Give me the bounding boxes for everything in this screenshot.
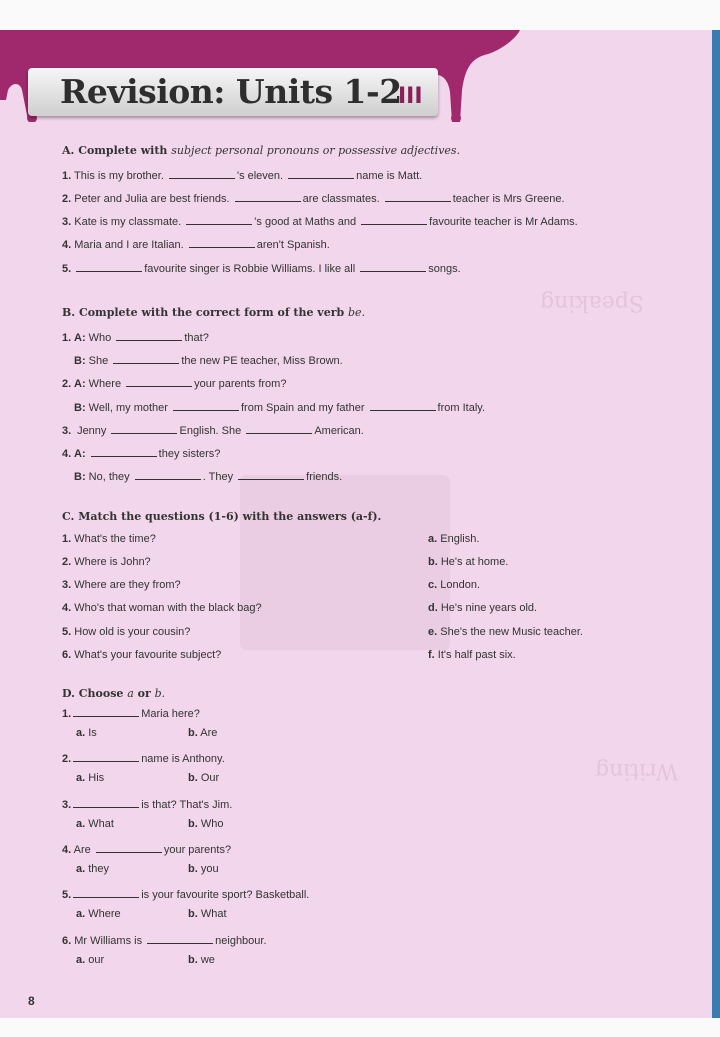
answer-text: English.	[440, 533, 480, 545]
speaker-label: B:	[74, 402, 86, 414]
choice-question	[62, 797, 232, 811]
item-number: 1.	[62, 332, 72, 344]
section-b-item	[62, 469, 342, 483]
item-text: name is Matt.	[356, 170, 423, 182]
item-number: 3.	[62, 425, 72, 437]
option-letter: b.	[188, 727, 198, 739]
item-text: name is Anthony.	[141, 753, 225, 765]
item-text: aren't Spanish.	[256, 239, 330, 251]
item-text: is that? That's Jim.	[141, 799, 233, 811]
speaker-label: A:	[74, 332, 86, 344]
answer-item	[428, 579, 480, 591]
answer-blank[interactable]	[169, 168, 235, 179]
answer-blank[interactable]	[76, 261, 142, 272]
answer-blank[interactable]	[111, 423, 177, 434]
answer-blank[interactable]	[288, 168, 354, 179]
option-text: What	[200, 908, 227, 920]
item-text: 's good at Maths and	[254, 216, 360, 228]
speaker-label: B:	[74, 471, 86, 483]
option-letter: b.	[188, 908, 198, 920]
section-c-heading: C. Match the questions (1-6) with the answers (a-f).	[62, 510, 382, 523]
item-text: favourite singer is Robbie Williams. I like all	[144, 263, 359, 275]
option-text: His	[88, 772, 105, 784]
item-number: 5.	[62, 626, 72, 638]
item-number: 2.	[62, 556, 72, 568]
option-a[interactable]	[76, 727, 97, 739]
answer-blank[interactable]	[116, 330, 182, 341]
section-b-item	[62, 330, 209, 344]
answer-blank[interactable]	[370, 400, 436, 411]
option-text: Who	[200, 818, 224, 830]
answer-text: She's the new Music teacher.	[440, 626, 583, 638]
question-item	[62, 533, 156, 545]
item-number: 3.	[62, 216, 72, 228]
question-text: How old is your cousin?	[74, 626, 191, 638]
item-text: songs.	[428, 263, 461, 275]
choice-question	[62, 887, 309, 901]
question-text: Where are they from?	[74, 579, 181, 591]
answer-blank[interactable]	[91, 446, 157, 457]
section-a-heading: A. Complete with subject personal pronouns or possessive adjectives.	[62, 144, 461, 157]
answer-blank[interactable]	[235, 191, 301, 202]
answer-blank[interactable]	[186, 214, 252, 225]
option-b[interactable]	[188, 818, 223, 830]
question-text: Who's that woman with the black bag?	[74, 602, 262, 614]
item-text: English. She	[179, 425, 245, 437]
section-a-item	[62, 261, 461, 275]
option-text: Our	[200, 772, 220, 784]
item-number: 3.	[62, 799, 72, 811]
option-letter: a.	[76, 818, 86, 830]
option-letter: a.	[76, 727, 86, 739]
question-item	[62, 626, 190, 638]
choice-question	[62, 751, 225, 765]
option-b[interactable]	[188, 954, 215, 966]
section-a-item	[62, 168, 422, 182]
answer-item	[428, 626, 583, 638]
item-text: are classmates.	[302, 193, 383, 205]
show-through-heading: Writing	[595, 758, 679, 783]
item-number: 4.	[62, 239, 72, 251]
choice-question	[62, 706, 200, 720]
question-item	[62, 602, 262, 614]
item-number: 4.	[62, 602, 72, 614]
answer-blank[interactable]	[173, 400, 239, 411]
answer-text: London.	[440, 579, 481, 591]
answer-text: He's at home.	[440, 556, 509, 568]
item-number: 5.	[62, 263, 72, 275]
option-a[interactable]	[76, 818, 114, 830]
answer-letter: a.	[428, 533, 438, 545]
title-marks: III	[398, 84, 423, 109]
option-letter: b.	[188, 863, 198, 875]
answer-letter: c.	[428, 579, 438, 591]
page-number: 8	[28, 994, 35, 1008]
section-a-item	[62, 191, 565, 205]
option-a[interactable]	[76, 954, 104, 966]
item-number: 2.	[62, 753, 72, 765]
option-a[interactable]	[76, 772, 104, 784]
option-letter: b.	[188, 772, 198, 784]
speaker-label: A:	[74, 448, 86, 460]
faded-background-photo	[240, 475, 450, 650]
item-text: that?	[184, 332, 209, 344]
answer-blank[interactable]	[113, 353, 179, 364]
item-number: 4.	[62, 448, 72, 460]
section-a-item	[62, 214, 578, 228]
item-text: Kate is my classmate.	[74, 216, 185, 228]
option-letter: b.	[188, 954, 198, 966]
option-letter: a.	[76, 772, 86, 784]
answer-letter: f.	[428, 649, 435, 661]
answer-item	[428, 533, 479, 545]
section-b-item	[62, 353, 343, 367]
section-d-heading: D. Choose a or b.	[62, 687, 166, 700]
speaker-label: B:	[74, 355, 86, 367]
answer-blank[interactable]	[360, 261, 426, 272]
item-number: 6.	[62, 649, 72, 661]
answer-item	[428, 649, 516, 661]
item-text: No, they	[88, 471, 133, 483]
option-text: they	[88, 863, 110, 875]
choice-question	[62, 842, 231, 856]
page-edge-strip	[712, 30, 720, 1018]
answer-blank[interactable]	[73, 706, 139, 717]
answer-letter: b.	[428, 556, 438, 568]
item-text: . They	[202, 471, 237, 483]
item-number: 1.	[62, 708, 72, 720]
item-text: favourite teacher is Mr Adams.	[429, 216, 578, 228]
item-text: Maria here?	[141, 708, 200, 720]
option-letter: b.	[188, 818, 198, 830]
item-text: Are	[73, 844, 94, 856]
item-text: Where	[88, 378, 125, 390]
option-a[interactable]	[76, 908, 121, 920]
option-b[interactable]	[188, 908, 227, 920]
item-text: Well, my mother	[88, 402, 171, 414]
item-text: from Italy.	[437, 402, 486, 414]
item-number: 1.	[62, 170, 72, 182]
question-text: Where is John?	[74, 556, 151, 568]
page-title: Revision: Units 1-2	[60, 72, 402, 111]
answer-blank[interactable]	[73, 751, 139, 762]
item-text: your parents from?	[194, 378, 287, 390]
answer-text: He's nine years old.	[440, 602, 538, 614]
answer-text: It's half past six.	[437, 649, 516, 661]
item-text: 's eleven.	[236, 170, 287, 182]
item-text: Maria and I are Italian.	[74, 239, 187, 251]
section-b-item	[62, 423, 364, 437]
option-letter: a.	[76, 908, 86, 920]
answer-blank[interactable]	[147, 933, 213, 944]
section-b-item	[62, 446, 220, 460]
item-number: 4.	[62, 844, 72, 856]
answer-item	[428, 556, 508, 568]
item-text: is your favourite sport? Basketball.	[141, 889, 310, 901]
question-text: What's your favourite subject?	[74, 649, 222, 661]
option-text: we	[200, 954, 215, 966]
option-letter: a.	[76, 954, 86, 966]
item-text: from Spain and my father	[240, 402, 368, 414]
answer-blank[interactable]	[73, 797, 139, 808]
answer-blank[interactable]	[238, 469, 304, 480]
answer-blank[interactable]	[96, 842, 162, 853]
answer-blank[interactable]	[189, 237, 255, 248]
item-text: your parents?	[163, 844, 232, 856]
answer-blank[interactable]	[361, 214, 427, 225]
answer-blank[interactable]	[135, 469, 201, 480]
section-a-item	[62, 237, 330, 251]
item-text: the new PE teacher, Miss Brown.	[181, 355, 343, 367]
option-letter: a.	[76, 863, 86, 875]
item-text: neighbour.	[215, 935, 267, 947]
option-text: Where	[88, 908, 121, 920]
show-through-heading: Speaking	[540, 290, 644, 315]
option-text: Is	[88, 727, 97, 739]
question-item	[62, 649, 221, 661]
item-number: 1.	[62, 533, 72, 545]
item-text: they sisters?	[158, 448, 221, 460]
item-number: 2.	[62, 193, 72, 205]
item-number: 2.	[62, 378, 72, 390]
answer-blank[interactable]	[246, 423, 312, 434]
item-text: Mr Williams is	[74, 935, 146, 947]
option-b[interactable]	[188, 863, 219, 875]
answer-blank[interactable]	[126, 376, 192, 387]
item-number: 6.	[62, 935, 72, 947]
option-a[interactable]	[76, 863, 109, 875]
option-text: our	[88, 954, 105, 966]
section-b-item	[62, 376, 286, 390]
answer-letter: d.	[428, 602, 438, 614]
item-text: Peter and Julia are best friends.	[74, 193, 233, 205]
answer-blank[interactable]	[73, 887, 139, 898]
speaker-label: A:	[74, 378, 86, 390]
item-text: teacher is Mrs Greene.	[452, 193, 565, 205]
item-number: 5.	[62, 889, 72, 901]
option-text: you	[200, 863, 219, 875]
item-text: American.	[314, 425, 364, 437]
item-text: Who	[88, 332, 115, 344]
option-b[interactable]	[188, 772, 219, 784]
choice-question	[62, 933, 267, 947]
section-b-item	[62, 400, 485, 414]
section-b-heading: B. Complete with the correct form of the verb be.	[62, 306, 366, 319]
item-text: This is my brother.	[74, 170, 167, 182]
item-text: Jenny	[77, 425, 110, 437]
option-b[interactable]	[188, 727, 217, 739]
answer-item	[428, 602, 537, 614]
item-number: 3.	[62, 579, 72, 591]
item-text: She	[88, 355, 112, 367]
question-item	[62, 556, 151, 568]
option-text: Are	[200, 727, 218, 739]
answer-letter: e.	[428, 626, 438, 638]
question-item	[62, 579, 181, 591]
question-text: What's the time?	[74, 533, 156, 545]
item-text: friends.	[306, 471, 343, 483]
option-text: What	[88, 818, 114, 830]
answer-blank[interactable]	[385, 191, 451, 202]
